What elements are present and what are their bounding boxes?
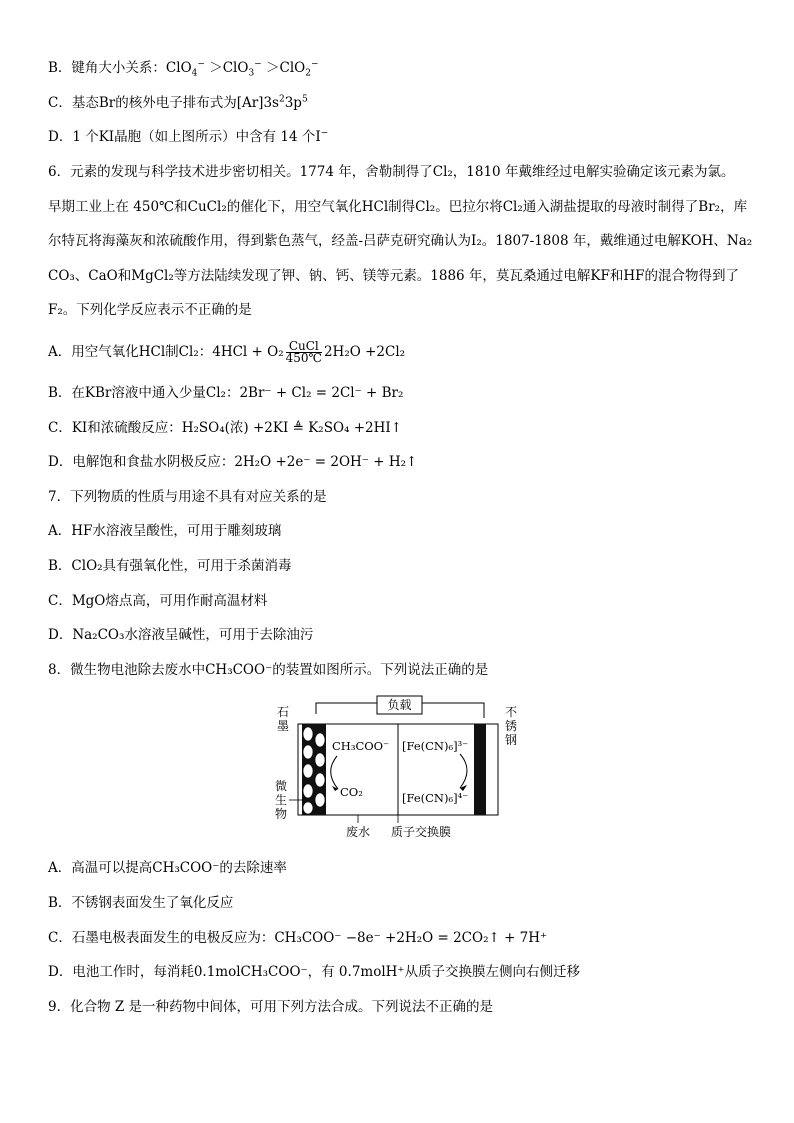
q6-option-a: A．用空气氧化HCl制Cl₂：4HCl + O₂ CuCl 450℃ 2H₂O +2Cl₂: [48, 339, 406, 365]
ferrocyanide-label: [Fe(CN)₆]⁴⁻: [402, 791, 469, 805]
acetate-label: CH₃COO⁻: [332, 739, 390, 753]
steel-label: [505, 705, 517, 747]
wire-right: [422, 703, 484, 718]
svg-text:墨: 墨: [277, 719, 290, 733]
q6-stem-line-5: F₂。下列化学反应表示不正确的是: [48, 302, 252, 318]
reaction-condition: CuCl 450℃: [285, 339, 322, 365]
q6-option-d: D．电解饱和食盐水阴极反应：2H₂O +2e⁻ = 2OH⁻ + H₂↑: [48, 454, 418, 470]
q9-stem: 9．化合物 Z 是一种药物中间体，可用下列方法合成。下列说法不正确的是: [48, 999, 494, 1015]
membrane-label: 质子交换膜: [391, 825, 452, 839]
load-label: 负载: [387, 698, 412, 712]
q8-option-d: D．电池工作时，每消耗0.1molCH₃COO⁻，有 0.7molH⁺从质子交换膜左侧向右侧迁移: [48, 964, 581, 980]
q5-option-c: C．基态Br的核外电子排布式为$[Ar]3s^23p^5$: [48, 94, 308, 111]
q6-option-b: B．在KBr溶液中通入少量Cl₂：2Br⁻ + Cl₂ = 2Cl⁻ + Br₂: [48, 385, 404, 401]
microbe-label: [275, 778, 287, 821]
q8-option-a: A．高温可以提高CH₃COO⁻的去除速率: [48, 860, 287, 876]
q8-stem: 8．微生物电池除去废水中CH₃COO⁻的装置如图所示。下列说法正确的是: [48, 662, 489, 678]
q8-option-c: C．石墨电极表面发生的电极反应为：CH₃COO⁻ −8e⁻ +2H₂O = 2CO₂↑ + 7H⁺: [48, 930, 548, 946]
q6-stem-line-2: 早期工业上在 450℃和CuCl₂的催化下，用空气氧化HCl制得Cl₂。巴拉尔将Cl₂通入湖盐提取的母液时制得了Br₂，库: [48, 199, 748, 215]
q7-option-b: B．ClO₂具有强氧化性，可用于杀菌消毒: [48, 558, 292, 574]
q5-option-b: B．键角大小关系：ClO$_4$− ＞ClO$_3$− ＞ClO$_2$−: [48, 59, 319, 79]
svg-text:物: 物: [275, 807, 288, 821]
q5-option-d: D．1 个KI晶胞（如上图所示）中含有 14 个I−: [48, 128, 329, 145]
q8-option-b: B．不锈钢表面发生了氧化反应: [48, 895, 234, 911]
q7-option-a: A．HF水溶液呈酸性，可用于雕刻玻璃: [48, 523, 282, 539]
svg-text:锈: 锈: [505, 719, 518, 733]
co2-label: CO₂: [340, 785, 363, 799]
wastewater-label: 废水: [346, 825, 371, 839]
svg-text:钢: 钢: [505, 733, 518, 747]
q6-option-c: C．KI和浓硫酸反应：H₂SO₄(浓) +2KI ≜ K₂SO₄ +2HI↑: [48, 420, 403, 436]
graphite-label: [277, 705, 289, 733]
microbial-cell-diagram: [274, 692, 524, 842]
q7-stem: 7．下列物质的性质与用途不具有对应关系的是: [48, 489, 327, 505]
q6-stem-line-3: 尔特瓦将海藻灰和浓硫酸作用，得到紫色蒸气，经盖-吕萨克研究确认为I₂。1807-1808 年，戴维通过电解KOH、Na₂: [48, 233, 753, 249]
q7-option-c: C．MgO熔点高，可用作耐高温材料: [48, 593, 268, 609]
svg-text:不: 不: [505, 705, 518, 719]
ferricyanide-label: [Fe(CN)₆]³⁻: [402, 739, 469, 753]
steel-electrode: [474, 724, 486, 815]
q6-stem-line-1: 6．元素的发现与科学技术进步密切相关。1774 年，舍勒制得了Cl₂，1810 年戴维经过电解实验确定该元素为氯。: [48, 164, 735, 180]
wire-left: [316, 703, 377, 714]
svg-text:生: 生: [275, 793, 288, 807]
svg-text:微: 微: [275, 779, 288, 793]
q7-option-d: D．Na₂CO₃水溶液呈碱性，可用于去除油污: [48, 627, 314, 643]
q6-stem-line-4: CO₃、CaO和MgCl₂等方法陆续发现了钾、钠、钙、镁等元素。1886 年，莫瓦桑通过电解KF和HF的混合物得到了: [48, 268, 740, 284]
svg-text:石: 石: [277, 705, 290, 719]
